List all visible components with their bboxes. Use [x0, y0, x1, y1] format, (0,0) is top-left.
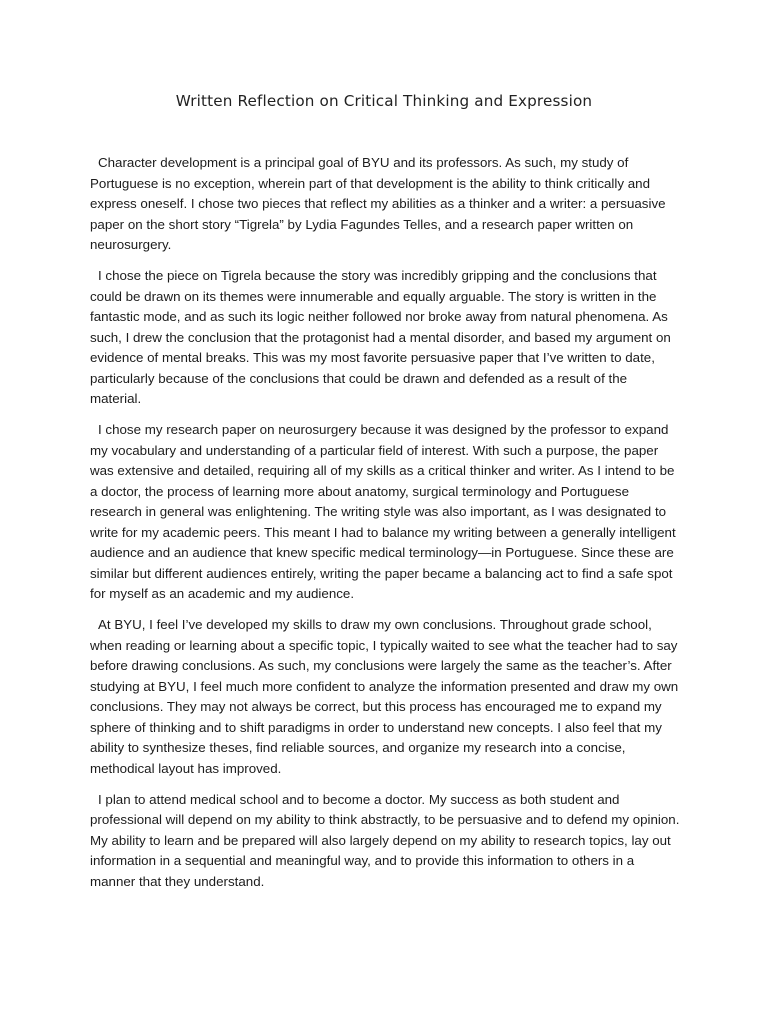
paragraph-5: I plan to attend medical school and to become a doctor. My success as both student and professional will depend on my ability to think abstractly, to be persuasive and to defend my opinion. My ability to learn and be prepared will also largely depend on my ability to research topics, lay out information in a sequential and meaningful way, and to provide this information to others in a manner that they understand.	[90, 791, 680, 889]
paragraph-3: I chose my research paper on neurosurgery because it was designed by the professor to expand my vocabulary and understanding of a particular field of interest. With such a purpose, the paper was extensive and detailed, requiring all of my skills as a critical thinker and writer. As I intend to be a doctor, the process of learning more about anatomy, surgical terminology and Portuguese research in general was enlightening. The writing style was also important, as I was designated to write for my academic peers. This meant I had to balance my writing between a generally intelligent audience and an audience that knew specific medical terminology—in Portuguese. Since these are similar but different audiences entirely, writing the paper became a balancing act to find a safe spot for myself as an academic and my audience.	[90, 422, 676, 601]
document-title: Written Reflection on Critical Thinking and Expression	[175, 92, 593, 110]
paragraph-4: At BYU, I feel I’ve developed my skills to draw my own conclusions. Throughout grade school, when reading or learning about a specific topic, I typically waited to see what the teacher had to say before drawing conclusions. As such, my conclusions were largely the same as the teacher’s. After studying at BYU, I feel much more confident to analyze the information presented and draw my own conclusions. They may not always be correct, but this process has encouraged me to expand my sphere of thinking and to shift paradigms in order to understand new concepts. I also feel that my ability to synthesize theses, find reliable sources, and organize my research into a concise, methodical layout has improved.	[90, 617, 679, 776]
paragraph-2: I chose the piece on Tigrela because the story was incredibly gripping and the conclusions that could be drawn on its themes were innumerable and equally arguable. The story is written in the fantastic mode, and as such its logic neither followed nor broke away from natural phenomena. As such, I drew the conclusion that the protagonist had a mental disorder, and based my argument on evidence of mental breaks. This was my most favorite persuasive paper that I’ve written to date, particularly because of the conclusions that could be drawn and defended as a result of the material.	[90, 268, 671, 406]
paragraph-1: Character development is a principal goal of BYU and its professors. As such, my study of Portuguese is no exception, wherein part of that development is the ability to think critically and express oneself. I chose two pieces that reflect my abilities as a thinker and a writer: a persuasive paper on the short story “Tigrela” by Lydia Fagundes Telles, and a research paper written on neurosurgery.	[90, 155, 666, 252]
document-body	[90, 153, 680, 903]
